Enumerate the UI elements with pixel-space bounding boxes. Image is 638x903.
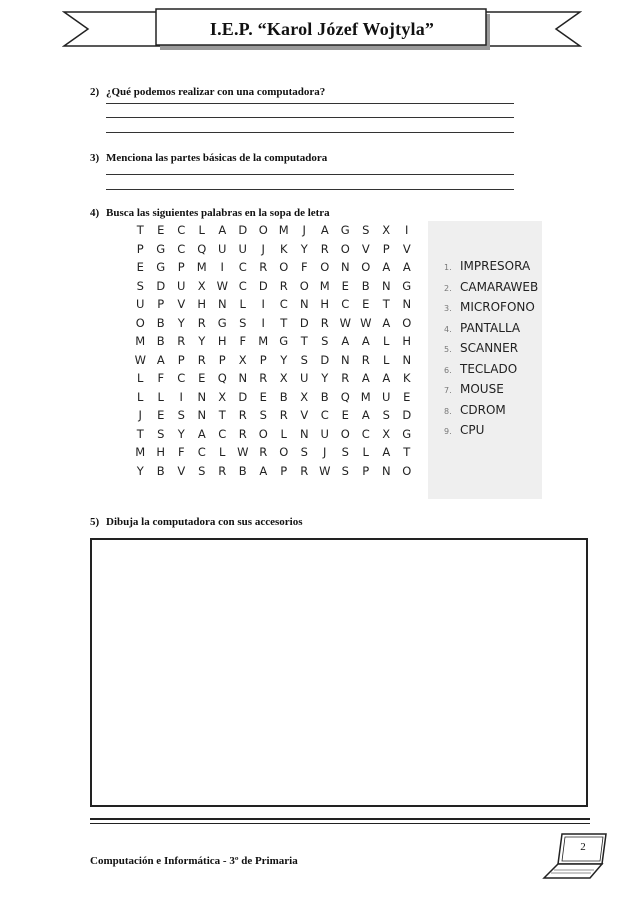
word-search-letter[interactable]: E	[259, 389, 267, 404]
word-list-item	[444, 382, 504, 396]
word-search-letter[interactable]: R	[197, 315, 206, 330]
word-search-row	[130, 406, 426, 425]
word-list-word: CDROM	[460, 402, 506, 417]
word-search-letter[interactable]: R	[300, 463, 309, 478]
word-search-letter[interactable]: Q	[340, 389, 350, 404]
word-search-letter[interactable]: B	[238, 463, 247, 478]
word-search-letter[interactable]: A	[197, 426, 206, 441]
word-search-letter[interactable]: C	[177, 371, 186, 386]
word-search-letter[interactable]: G	[340, 223, 350, 238]
word-search-letter[interactable]: E	[198, 371, 206, 386]
word-search-letter[interactable]: F	[239, 334, 247, 349]
word-list-number: 3.	[444, 304, 452, 313]
word-search-letter[interactable]: S	[198, 463, 206, 478]
word-search-letter[interactable]: A	[341, 334, 350, 349]
word-search-letter[interactable]: R	[197, 352, 206, 367]
word-search-letter[interactable]: S	[177, 408, 185, 423]
word-search-letter[interactable]: O	[279, 445, 289, 460]
word-search-letter[interactable]: A	[382, 260, 391, 275]
word-search-letter[interactable]: O	[340, 426, 350, 441]
word-search-letter[interactable]: U	[320, 426, 329, 441]
word-search-letter[interactable]: J	[261, 241, 265, 256]
word-search-letter[interactable]: P	[362, 463, 370, 478]
word-search-letter[interactable]: V	[361, 241, 370, 256]
question-2: 2) ¿Qué podemos realizar con una computadora?	[90, 86, 326, 98]
question-3: 3) Menciona las partes básicas de la computadora	[90, 152, 328, 164]
word-search-letter[interactable]: T	[136, 426, 144, 441]
word-search-letter[interactable]: L	[137, 389, 144, 404]
word-search-letter[interactable]: A	[382, 315, 391, 330]
word-search-letter[interactable]: A	[361, 371, 370, 386]
word-search-letter[interactable]: H	[320, 297, 330, 312]
word-search-letter[interactable]: N	[197, 389, 207, 404]
word-search-letter[interactable]: P	[218, 352, 226, 367]
word-search-letter[interactable]: S	[321, 334, 329, 349]
word-search-letter[interactable]: R	[341, 371, 350, 386]
word-list-number: 6.	[444, 365, 452, 375]
word-search-letter[interactable]: N	[402, 352, 412, 367]
word-search-letter[interactable]: Y	[136, 463, 144, 478]
word-search-letter[interactable]: L	[383, 352, 390, 367]
word-search-letter[interactable]: C	[197, 445, 206, 460]
word-search-letter[interactable]: P	[259, 352, 267, 367]
word-search-letter[interactable]: S	[300, 445, 308, 460]
word-search-letter[interactable]: P	[280, 463, 288, 478]
word-search-letter[interactable]: L	[198, 223, 205, 238]
word-search-letter[interactable]: R	[320, 315, 329, 330]
word-search-letter[interactable]: X	[218, 389, 227, 404]
header-banner	[62, 6, 582, 52]
word-search-letter[interactable]: C	[238, 260, 247, 275]
word-search-row	[130, 277, 426, 296]
word-list-number: 9.	[444, 427, 452, 436]
word-search-letter[interactable]: I	[261, 315, 265, 330]
word-search-letter[interactable]: I	[220, 260, 224, 275]
word-search-letter[interactable]: U	[238, 241, 247, 256]
question-4: 4) Busca las siguientes palabras en la sopa de letra	[90, 207, 330, 219]
word-search-letter[interactable]: L	[383, 334, 390, 349]
word-search-letter[interactable]: Y	[280, 352, 288, 367]
word-list-word: CPU	[460, 423, 485, 437]
word-search-row	[130, 369, 426, 388]
word-search-letter[interactable]: B	[279, 389, 288, 404]
word-search-letter[interactable]: V	[300, 408, 309, 423]
word-search-letter[interactable]: R	[259, 445, 268, 460]
word-search-letter[interactable]: D	[238, 389, 248, 404]
word-search-letter[interactable]: O	[402, 315, 412, 330]
word-search-letter[interactable]: S	[382, 408, 390, 423]
word-search-letter[interactable]: E	[157, 223, 165, 238]
word-search-letter[interactable]: N	[340, 260, 350, 275]
word-search-letter[interactable]: X	[238, 352, 247, 367]
word-search-row	[130, 221, 426, 240]
word-search-row	[130, 240, 426, 259]
word-search-letter[interactable]: N	[340, 352, 350, 367]
word-search-letter[interactable]: K	[279, 241, 288, 256]
word-search-letter[interactable]: W	[134, 352, 146, 367]
word-search-row	[130, 258, 426, 277]
footer-text: Computación e Informática - 3º de Primaria	[90, 855, 298, 867]
word-search-letter[interactable]: M	[196, 260, 207, 275]
word-search-letter[interactable]: W	[237, 445, 249, 460]
word-search-letter[interactable]: C	[361, 426, 370, 441]
word-search-letter[interactable]: T	[403, 445, 411, 460]
word-search-letter[interactable]: T	[300, 334, 308, 349]
word-search-letter[interactable]: H	[156, 445, 166, 460]
word-search-letter[interactable]: C	[341, 297, 350, 312]
word-search-letter[interactable]: R	[259, 371, 268, 386]
word-search-letter[interactable]: G	[402, 426, 412, 441]
word-search-letter[interactable]: J	[138, 408, 142, 423]
word-list	[428, 221, 542, 499]
word-search-letter[interactable]: C	[177, 223, 186, 238]
word-search-letter[interactable]: N	[381, 463, 391, 478]
word-search-letter[interactable]: H	[197, 297, 207, 312]
word-search-letter[interactable]: N	[402, 297, 412, 312]
word-search-letter[interactable]: I	[179, 389, 183, 404]
word-search-letter[interactable]: U	[300, 371, 309, 386]
word-search-letter[interactable]: G	[156, 241, 166, 256]
word-search-letter[interactable]: C	[279, 297, 288, 312]
word-search-letter[interactable]: C	[218, 426, 227, 441]
word-search-letter[interactable]: L	[219, 445, 226, 460]
word-search-letter[interactable]: P	[136, 241, 144, 256]
word-search-letter[interactable]: O	[320, 260, 330, 275]
word-search-letter[interactable]: M	[319, 278, 330, 293]
word-search-grid	[130, 221, 426, 499]
word-search-letter[interactable]: R	[177, 334, 186, 349]
word-search-letter[interactable]: Y	[300, 241, 308, 256]
word-search-letter[interactable]: U	[382, 389, 391, 404]
footer-divider	[90, 818, 590, 820]
word-search-letter[interactable]: D	[258, 278, 268, 293]
question-text: Menciona las partes básicas de la computadora	[106, 152, 328, 164]
word-search-row	[130, 351, 426, 370]
word-search-letter[interactable]: E	[362, 297, 370, 312]
word-search-letter[interactable]: M	[135, 334, 146, 349]
word-search-letter[interactable]: H	[217, 334, 227, 349]
word-search-letter[interactable]: K	[402, 371, 411, 386]
word-search-letter[interactable]: U	[136, 297, 145, 312]
word-search-letter[interactable]: L	[157, 389, 164, 404]
word-search-row	[130, 314, 426, 333]
word-search-letter[interactable]: E	[341, 408, 349, 423]
word-search-letter[interactable]: T	[136, 223, 144, 238]
word-list-word: IMPRESORA	[460, 259, 531, 273]
word-search-letter[interactable]: S	[362, 223, 370, 238]
word-search-letter[interactable]: A	[361, 334, 370, 349]
page-title: I.E.P. “Karol Józef Wojtyla”	[209, 19, 435, 39]
word-search-letter[interactable]: P	[157, 297, 165, 312]
word-search-row	[130, 425, 426, 444]
word-search-letter[interactable]: H	[402, 334, 412, 349]
word-search-letter[interactable]: G	[402, 278, 412, 293]
word-search-letter[interactable]: B	[156, 334, 165, 349]
word-list-word: MICROFONO	[460, 300, 535, 314]
word-search-letter[interactable]: A	[259, 463, 268, 478]
word-search-letter[interactable]: O	[258, 426, 268, 441]
word-search-letter[interactable]: Y	[177, 315, 185, 330]
word-search-letter[interactable]: O	[279, 260, 289, 275]
answer-line	[106, 117, 514, 118]
word-search-letter[interactable]: D	[320, 352, 330, 367]
word-search-letter[interactable]: R	[238, 426, 247, 441]
word-search-letter[interactable]: M	[135, 445, 146, 460]
word-search-letter[interactable]: M	[258, 334, 269, 349]
word-search-letter[interactable]: B	[320, 389, 329, 404]
word-search-row	[130, 388, 426, 407]
word-search-letter[interactable]: V	[177, 297, 186, 312]
word-search-letter[interactable]: T	[280, 315, 288, 330]
word-search-letter[interactable]: D	[299, 315, 309, 330]
question-text: Busca las siguientes palabras en la sopa de letra	[106, 207, 330, 219]
answer-line	[106, 174, 514, 175]
answer-line	[106, 103, 514, 104]
word-search-letter[interactable]: X	[382, 223, 391, 238]
word-search-letter[interactable]: W	[360, 315, 372, 330]
word-search-letter[interactable]: L	[280, 426, 287, 441]
word-search-letter[interactable]: Q	[197, 241, 207, 256]
word-search-letter[interactable]: W	[339, 315, 351, 330]
word-search-letter[interactable]: O	[361, 260, 371, 275]
word-search-letter[interactable]: C	[238, 278, 247, 293]
word-list-word: SCANNER	[460, 341, 519, 355]
word-list-word: TECLADO	[460, 361, 518, 376]
word-search-letter[interactable]: N	[381, 278, 391, 293]
question-text: ¿Qué podemos realizar con una computadora?	[106, 86, 326, 98]
footer-divider	[90, 823, 590, 824]
word-search-letter[interactable]: F	[177, 445, 185, 460]
question-text: Dibuja la computadora con sus accesorios	[106, 516, 303, 528]
word-search-letter[interactable]: A	[361, 408, 370, 423]
word-search-letter[interactable]: A	[218, 223, 227, 238]
word-search-letter[interactable]: T	[218, 408, 226, 423]
word-search-letter[interactable]: N	[197, 408, 207, 423]
word-search-letter[interactable]: S	[259, 408, 267, 423]
word-search-letter[interactable]: N	[217, 297, 227, 312]
word-search-letter[interactable]: X	[279, 371, 288, 386]
word-search-letter[interactable]: V	[177, 463, 186, 478]
word-search-letter[interactable]: A	[156, 352, 165, 367]
word-search-letter[interactable]: Y	[321, 371, 329, 386]
word-search-letter[interactable]: F	[300, 260, 308, 275]
drawing-box[interactable]	[90, 538, 588, 807]
word-search-row	[130, 462, 426, 481]
word-search-letter[interactable]: E	[403, 389, 411, 404]
laptop-icon	[540, 830, 612, 882]
word-search-letter[interactable]: U	[218, 241, 227, 256]
word-list-number: 8.	[444, 406, 452, 416]
word-list-word: CAMARAWEB	[460, 279, 539, 294]
answer-line	[106, 132, 514, 133]
word-search-letter[interactable]: D	[238, 223, 248, 238]
word-search-letter[interactable]: W	[319, 463, 331, 478]
word-list-number: 5.	[444, 345, 452, 354]
word-search-letter[interactable]: S	[239, 315, 247, 330]
word-search-letter[interactable]: R	[259, 260, 268, 275]
word-list-number: 4.	[444, 324, 452, 334]
word-list-item	[444, 423, 484, 437]
word-search-letter[interactable]: S	[341, 445, 349, 460]
word-search-letter[interactable]: G	[217, 315, 227, 330]
word-search-letter[interactable]: P	[177, 352, 185, 367]
word-search-letter[interactable]: O	[258, 223, 268, 238]
answer-line	[106, 189, 514, 190]
word-search-letter[interactable]: R	[279, 278, 288, 293]
word-list-item	[444, 280, 538, 294]
word-search-letter[interactable]: G	[279, 334, 289, 349]
word-search-letter[interactable]: W	[216, 278, 228, 293]
word-search-letter[interactable]: J	[323, 445, 327, 460]
word-search-letter[interactable]: L	[362, 445, 369, 460]
word-search-letter[interactable]: R	[218, 463, 227, 478]
word-search-letter[interactable]: Q	[217, 371, 227, 386]
word-search-letter[interactable]: Y	[177, 426, 185, 441]
word-search-letter[interactable]: Y	[198, 334, 206, 349]
word-search-letter[interactable]: O	[340, 241, 350, 256]
word-search-letter[interactable]: I	[405, 223, 409, 238]
word-search-letter[interactable]: A	[320, 223, 329, 238]
word-search-letter[interactable]: O	[299, 278, 309, 293]
word-search-letter[interactable]: S	[300, 352, 308, 367]
word-search-letter[interactable]: C	[320, 408, 329, 423]
word-search-letter[interactable]: J	[302, 223, 306, 238]
word-list-item	[444, 403, 506, 417]
word-search-letter[interactable]: B	[156, 315, 165, 330]
word-search-letter[interactable]: N	[238, 371, 248, 386]
word-search-letter[interactable]: V	[402, 241, 411, 256]
word-list-item	[444, 341, 518, 355]
word-search-letter[interactable]: B	[361, 278, 370, 293]
question-5: 5) Dibuja la computadora con sus accesorios	[90, 516, 303, 528]
word-search-letter[interactable]: I	[261, 297, 265, 312]
word-search-row	[130, 443, 426, 462]
word-search-letter[interactable]: P	[177, 260, 185, 275]
word-search-letter[interactable]: O	[402, 463, 412, 478]
page-number: 2	[580, 841, 586, 853]
word-list-item	[444, 362, 517, 376]
word-search-letter[interactable]: B	[156, 463, 165, 478]
word-list-word: PANTALLA	[460, 320, 521, 335]
word-search-letter[interactable]: R	[361, 352, 370, 367]
word-search-letter[interactable]: N	[299, 426, 309, 441]
word-search-letter[interactable]: L	[239, 297, 246, 312]
word-search-letter[interactable]: D	[402, 408, 412, 423]
word-search-letter[interactable]: L	[137, 371, 144, 386]
word-search-letter[interactable]: P	[382, 241, 390, 256]
word-list-number: 1.	[444, 263, 452, 272]
word-search-row	[130, 332, 426, 351]
word-search-letter[interactable]: R	[238, 408, 247, 423]
word-search-letter[interactable]: S	[136, 278, 144, 293]
word-search-letter[interactable]: C	[177, 241, 186, 256]
word-list-number: 2.	[444, 283, 452, 293]
word-search-letter[interactable]: S	[157, 426, 165, 441]
word-search-row	[130, 295, 426, 314]
word-search-letter[interactable]: X	[382, 426, 391, 441]
word-search-letter[interactable]: M	[360, 389, 371, 404]
word-search-letter[interactable]: T	[382, 297, 390, 312]
word-search-letter[interactable]: N	[299, 297, 309, 312]
word-search-letter[interactable]: U	[177, 278, 186, 293]
word-list-item	[444, 259, 530, 273]
word-search-letter[interactable]: F	[157, 371, 165, 386]
word-list-item	[444, 300, 535, 314]
word-search-letter[interactable]: S	[341, 463, 349, 478]
word-search-letter[interactable]: O	[135, 315, 145, 330]
word-search-letter[interactable]: E	[136, 260, 144, 275]
word-search-letter[interactable]: X	[300, 389, 309, 404]
word-search-letter[interactable]: A	[382, 445, 391, 460]
word-search-letter[interactable]: D	[156, 278, 166, 293]
word-list-number: 7.	[444, 386, 452, 395]
word-list-word: MOUSE	[460, 382, 504, 396]
word-search-letter[interactable]: A	[402, 260, 411, 275]
word-search-letter[interactable]: G	[156, 260, 166, 275]
word-search-letter[interactable]: X	[197, 278, 206, 293]
word-search-letter[interactable]: M	[278, 223, 289, 238]
word-search-letter[interactable]: E	[341, 278, 349, 293]
word-search-letter[interactable]: R	[320, 241, 329, 256]
word-list-item	[444, 321, 520, 335]
word-search-letter[interactable]: A	[382, 371, 391, 386]
word-search-letter[interactable]: R	[279, 408, 288, 423]
word-search-letter[interactable]: E	[157, 408, 165, 423]
